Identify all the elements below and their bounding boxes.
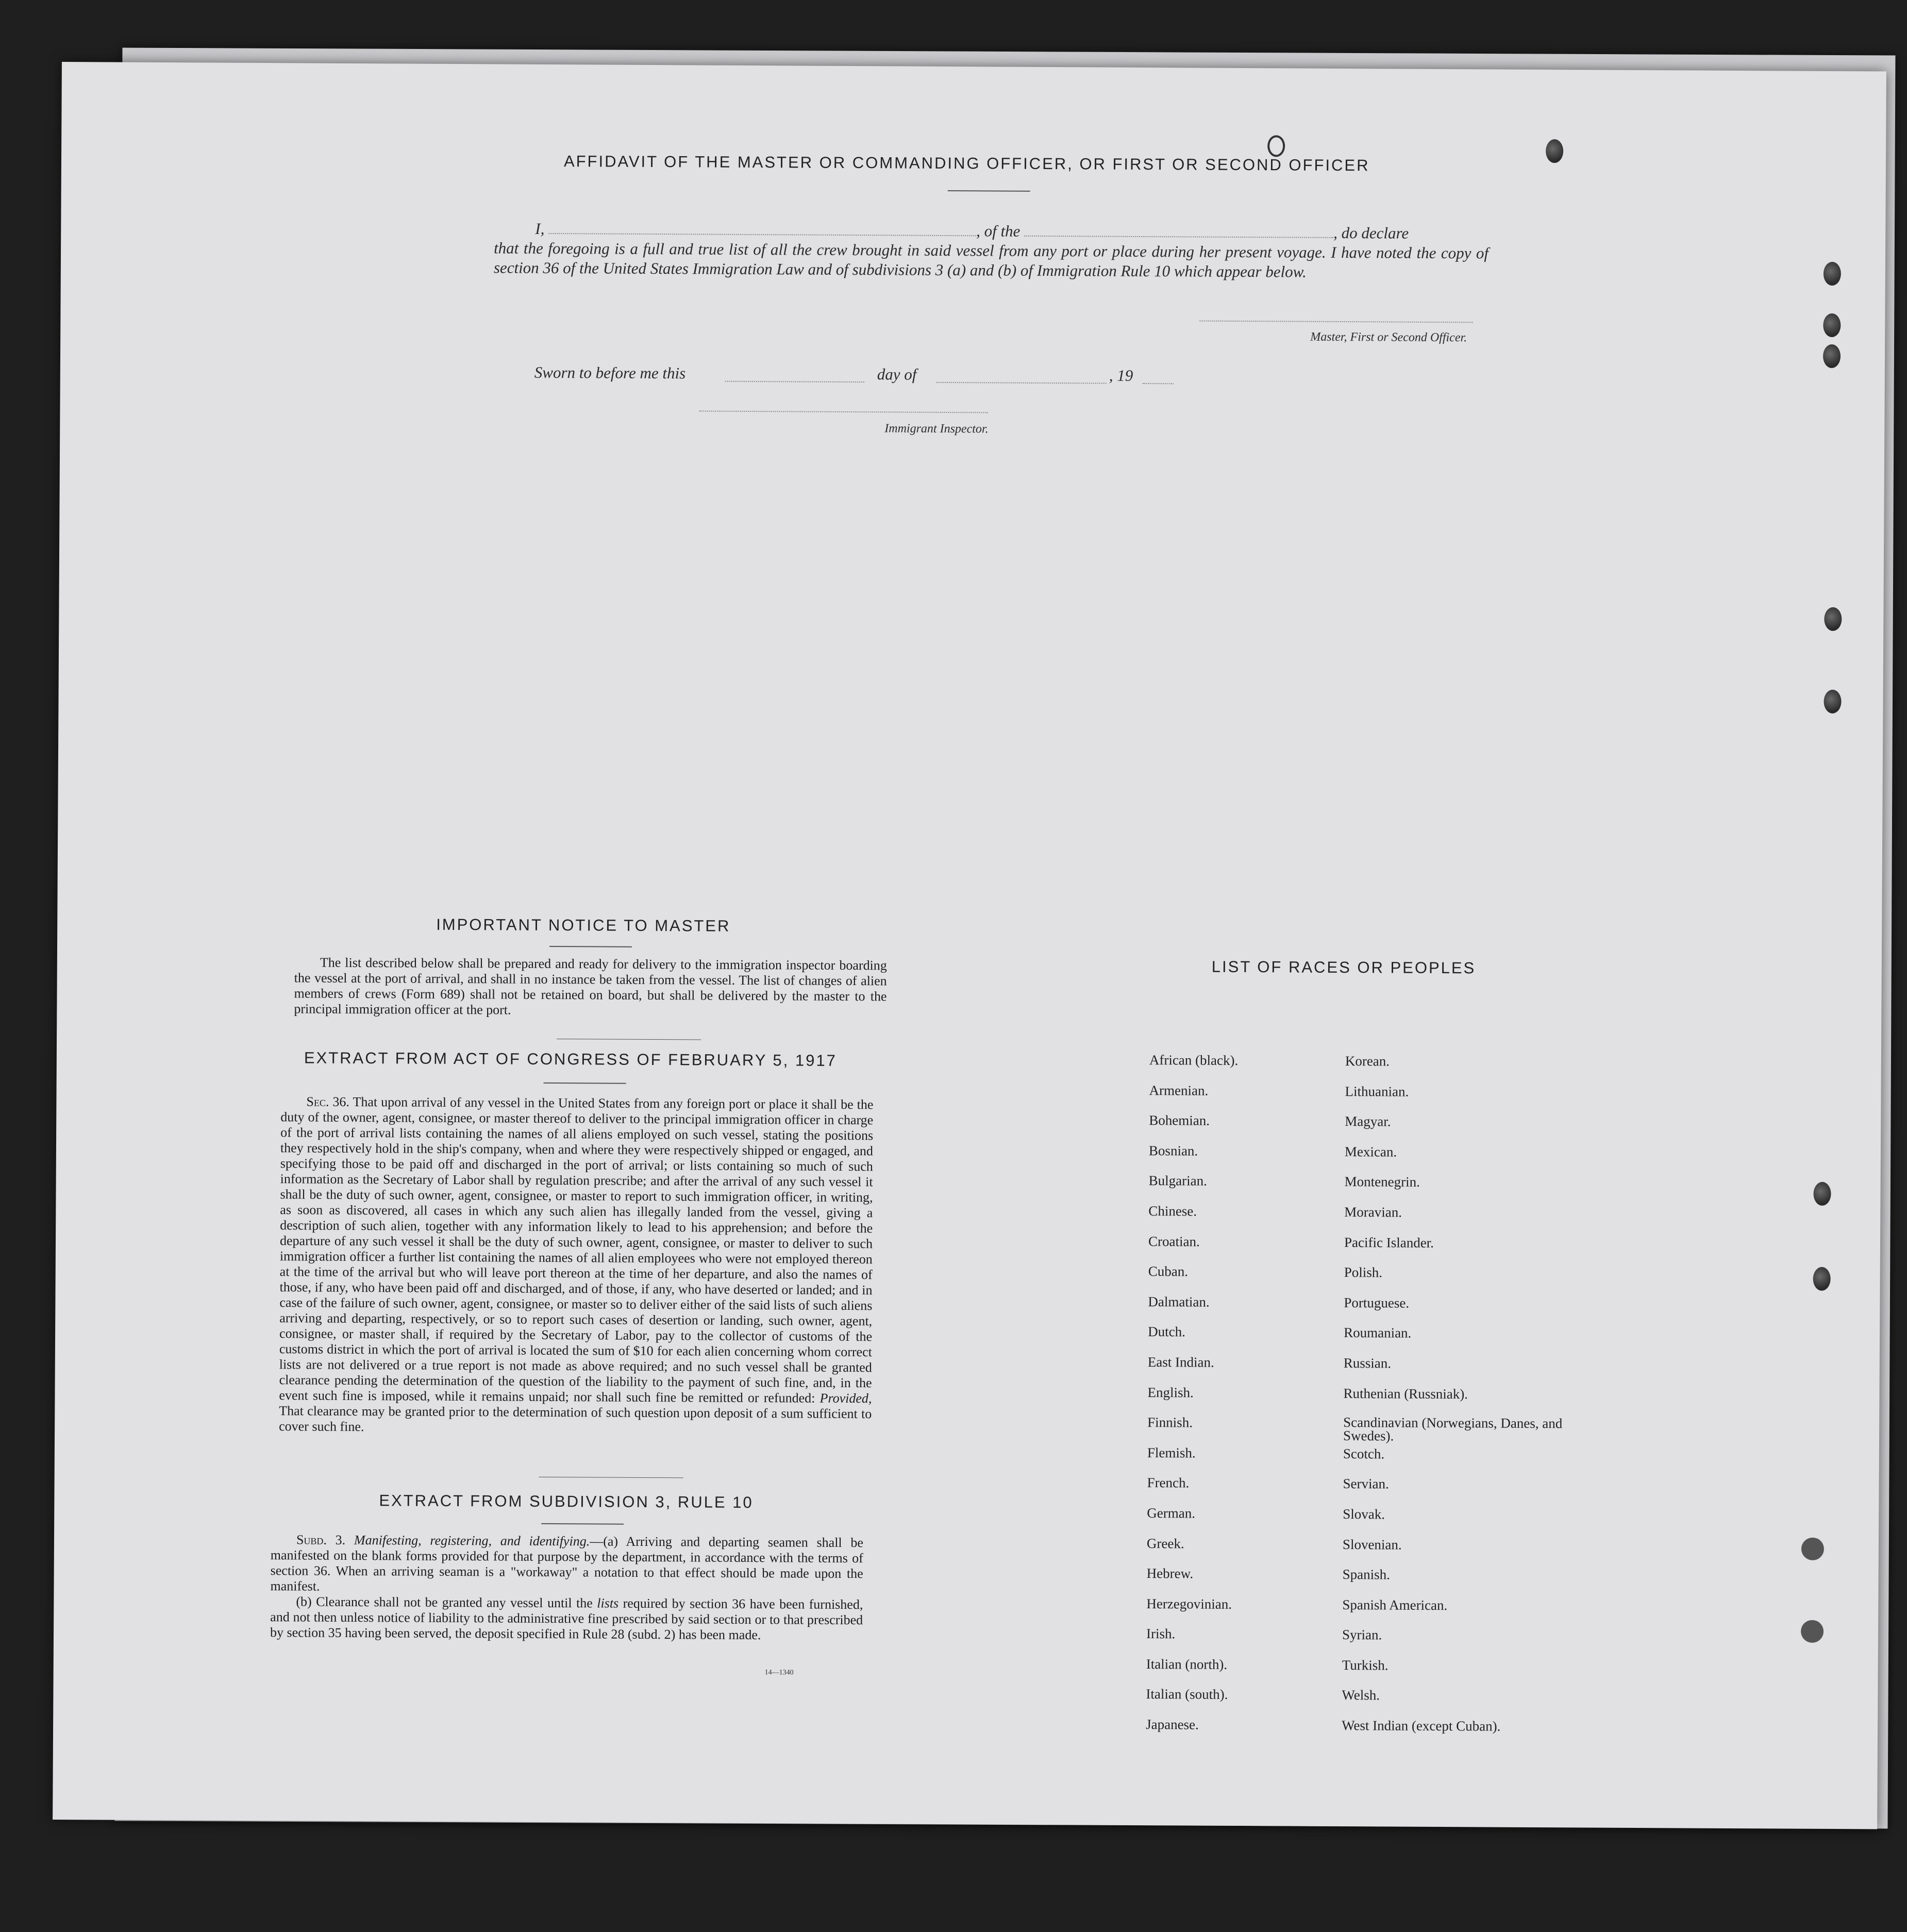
race-item: Irish. (1146, 1626, 1176, 1642)
race-item: Finnish. (1147, 1414, 1193, 1430)
sworn-day-field[interactable] (725, 381, 864, 382)
races-right-column (1342, 1053, 1572, 1749)
rule-para-a (270, 1532, 863, 1597)
master-signature-label: Master, First or Second Officer. (1310, 330, 1467, 345)
notice-title: IMPORTANT NOTICE TO MASTER (436, 915, 731, 935)
race-item: Welsh. (1342, 1687, 1380, 1703)
race-item: Servian. (1343, 1476, 1389, 1492)
rule-para-b (270, 1594, 863, 1643)
race-item: Spanish American. (1342, 1596, 1448, 1613)
inspector-signature-line[interactable] (699, 410, 988, 413)
notice-end-rule (557, 1039, 701, 1040)
sec-label: Sec. 36. (306, 1094, 350, 1109)
subd-label: Subd. 3. (296, 1532, 346, 1547)
act-title: EXTRACT FROM ACT OF CONGRESS OF FEBRUARY 5, 1917 (304, 1048, 837, 1070)
race-item: African (black). (1149, 1052, 1239, 1068)
punch-hole-icon (1823, 313, 1841, 337)
para-b-lists: lists (597, 1595, 619, 1611)
subd-heading: Manifesting, registering, and identifying. (354, 1533, 590, 1549)
race-item: Mexican. (1344, 1143, 1397, 1160)
race-item: Bosnian. (1148, 1142, 1198, 1159)
year-label: , 19 (1109, 366, 1133, 385)
punch-hole-icon (1824, 262, 1841, 286)
rule-divider (541, 1523, 624, 1525)
race-item: Greek. (1146, 1535, 1184, 1551)
act-end-rule (539, 1477, 683, 1478)
race-item: Bulgarian. (1148, 1173, 1207, 1189)
punch-hole-icon (1267, 135, 1285, 157)
act-body (279, 1094, 873, 1437)
punch-hole-icon (1824, 607, 1842, 631)
race-item: French. (1147, 1475, 1190, 1491)
affidavit-title: AFFIDAVIT OF THE MASTER OR COMMANDING OFFICER, OR FIRST OR SECOND OFFICER (563, 152, 1370, 175)
race-item: Dutch. (1148, 1324, 1185, 1340)
notice-divider (549, 946, 632, 947)
race-item: Portuguese. (1344, 1294, 1410, 1311)
race-item: Moravian. (1344, 1204, 1402, 1220)
race-item: Italian (north). (1146, 1656, 1228, 1672)
master-signature-line[interactable] (1199, 321, 1473, 323)
race-item: Armenian. (1149, 1082, 1209, 1098)
act-divider (544, 1082, 626, 1084)
race-item: Korean. (1345, 1053, 1390, 1069)
race-item: Herzegovinian. (1146, 1595, 1232, 1612)
para-b-text-1: Clearance shall not be granted any vessel until the (316, 1594, 593, 1611)
race-item: Spanish. (1342, 1567, 1391, 1583)
affidavit-text (494, 219, 1489, 282)
punch-hole-icon (1801, 1538, 1824, 1560)
race-item: Slovak. (1343, 1506, 1385, 1522)
day-of-label: day of (877, 365, 917, 384)
sworn-month-field[interactable] (936, 382, 1107, 384)
inspector-signature-label: Immigrant Inspector. (884, 422, 989, 436)
form-number: 14—1340 (764, 1669, 794, 1677)
races-left-column (1146, 1052, 1376, 1748)
race-item: Croatian. (1148, 1233, 1200, 1250)
race-item: Roumanian. (1344, 1325, 1412, 1341)
race-item: East Indian. (1147, 1354, 1214, 1370)
name-field[interactable] (548, 233, 976, 236)
act-paragraph (279, 1094, 873, 1437)
affidavit-do-declare: , do declare (1333, 223, 1409, 242)
race-item: English. (1147, 1384, 1194, 1401)
vessel-field[interactable] (1024, 236, 1333, 238)
affidavit-of-the: , of the (976, 222, 1021, 240)
para-a-text: —(a) Arriving and departing seamen shall be manifested on the blank forms provided for that purpose by the department, in accordance with the terms of section 36. When an arriving seaman is a "workaway" a notation to that effect should be made upon the manifest. (270, 1534, 864, 1594)
race-item: Bohemian. (1149, 1112, 1210, 1128)
act-text: That upon arrival of any vessel in the United States from any foreign port or place it shall be the duty of the owner, agent, consignee, or master thereof to deliver to the principal immigration officer in charge of the port of arrival lists containing the names of all aliens employed on such vessel, stating the positions they respectively hold in the ship's company, when and where they were respectively shipped or engaged, and specifying those to be paid off and discharged in the port of arrival; or lists containing so much of such information as the Secretary of Labor shall by regulation prescribe; and after the arrival of any such vessel it shall be the duty of such owner, agent, consignee, or master to report to such immigration officer, in writing, as soon as discovered, all cases in which any such alien has illegally landed from the vessel, giving a description of such alien, together with any information likely to lead to his apprehension; and before the departure of any such vessel it shall be the duty of such owner, agent, consignee, or master to deliver to such immigration officer a further list containing the names of all alien employees who were not employed thereon at the time of the arrival but who will leave port thereon at the time of her departure, and also the names of those, if any, who have been paid off and discharged, and of those, if any, who have deserted or landed; and in case of the failure of such owner, agent, consignee, or master so to deliver either of the said lists of such aliens arriving and departing, respectively, or so to report such cases of desertion or landing, such owner, agent, consignee, or master shall, if required by the Secretary of Labor, pay to the collector of customs of the customs district in which the port of arrival is located the sum of $10 for each alien concerning whom correct lists are not delivered or a true report is not made as above required; and no such vessel shall be granted clearance pending the determination of the question of the liability to the payment of such fine, and, in the event such fine is imposed, while it remains unpaid; nor shall such fine be remitted or refunded: (279, 1094, 874, 1406)
race-item: Polish. (1344, 1264, 1383, 1280)
races-list (1146, 1052, 1624, 1734)
race-item: Italian (south). (1146, 1686, 1228, 1703)
race-item: Russian. (1343, 1355, 1392, 1371)
rule-title: EXTRACT FROM SUBDIVISION 3, RULE 10 (379, 1491, 754, 1512)
affidavit-body: that the foregoing is a full and true list of all the crew brought in said vessel from any port or place during her present voyage. I have noted the copy of section 36 of the United States Immigration Law and of subdivisions 3 (a) and (b) of Immigration Rule 10 which appear below. (493, 239, 1489, 281)
punch-hole-icon (1546, 139, 1563, 163)
sworn-label: Sworn to before me this (534, 363, 686, 382)
race-item: Hebrew. (1146, 1565, 1194, 1581)
race-item: Pacific Islander. (1344, 1234, 1434, 1251)
race-item: Japanese. (1146, 1717, 1199, 1733)
notice-paragraph: The list described below shall be prepared and ready for delivery to the immigration inspector boarding the vessel at the port of arrival, and shall in no instance be taken from the vessel. The list of changes of alien members of crews (Form 689) shall not be retained on board, but shall be delivered by the master to the principal immigration officer at the port. (294, 955, 887, 1018)
rule-body (270, 1532, 863, 1643)
race-item: Slovenian. (1342, 1536, 1402, 1553)
race-item: Flemish. (1147, 1444, 1196, 1461)
race-item: Lithuanian. (1345, 1083, 1409, 1100)
notice-body (294, 955, 887, 1020)
race-item: West Indian (except Cuban). (1342, 1718, 1501, 1734)
race-item: Scandinavian (Norwegians, Danes, and Swedes). (1343, 1414, 1563, 1444)
affidavit-pronoun: I, (535, 219, 545, 238)
provided-label: Provided, (819, 1390, 872, 1406)
punch-hole-icon (1801, 1620, 1824, 1643)
punch-hole-icon (1823, 344, 1841, 368)
punch-hole-icon (1813, 1182, 1831, 1206)
act-text-end: That clearance may be granted prior to the determination of such question upon deposit of a sum sufficient to cover such fine. (279, 1403, 872, 1435)
race-item: Syrian. (1342, 1627, 1382, 1643)
race-item: German. (1147, 1505, 1196, 1521)
race-item: Cuban. (1148, 1263, 1189, 1279)
sworn-year-field[interactable] (1143, 383, 1174, 384)
para-b-text-2: required by section 36 have been furnished, and not then unless notice of liability to the administrative fine prescribed by said section or to that prescribed by section 35 having been served, the deposit specified in Rule 28 (subd. 2) has been made. (270, 1595, 863, 1643)
race-item: Scotch. (1343, 1445, 1385, 1462)
punch-hole-icon (1813, 1267, 1831, 1291)
race-item: Chinese. (1148, 1203, 1197, 1219)
para-b-label: (b) (296, 1594, 312, 1609)
race-item: Ruthenian (Russniak). (1343, 1385, 1468, 1402)
race-item: Montenegrin. (1344, 1174, 1420, 1190)
document-page (53, 62, 1886, 1829)
punch-hole-icon (1824, 690, 1841, 713)
race-item: Turkish. (1342, 1657, 1389, 1673)
race-item: Magyar. (1345, 1113, 1391, 1129)
title-divider (948, 190, 1030, 192)
race-item: Dalmatian. (1148, 1293, 1210, 1310)
races-title: LIST OF RACES OR PEOPLES (1211, 957, 1476, 977)
